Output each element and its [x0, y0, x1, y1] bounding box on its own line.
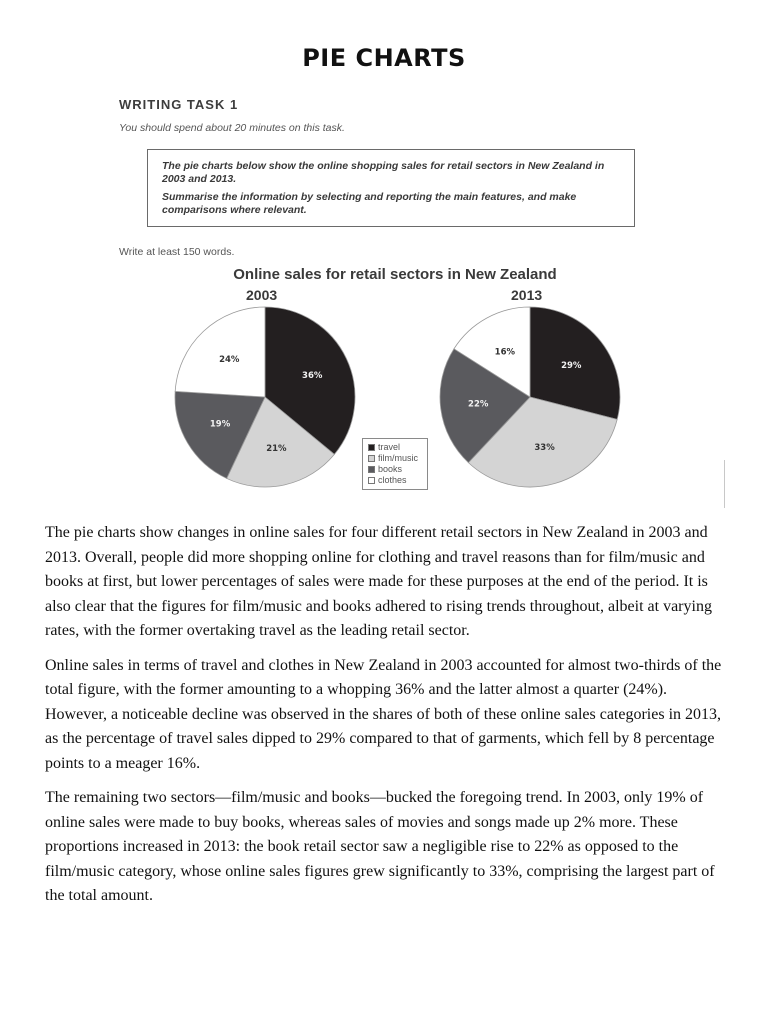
legend-swatch — [368, 466, 375, 473]
chart-title: Online sales for retail sectors in New Zealand — [233, 266, 557, 283]
pie-slice-label: 36% — [302, 370, 323, 381]
time-instruction: You should spend about 20 minutes on this task. — [119, 122, 345, 134]
page-title: PIE CHARTS — [302, 44, 466, 72]
essay-paragraph: Online sales in terms of travel and clothes in New Zealand in 2003 accounted for almost two-thirds of the total figure, with the former amounting to a whopping 36% and the latter almost a quarter (24%). However, a noticeable decline was observed in the shares of both of these online sales categories in 2013, as the percentage of travel sales dipped to 29% compared to that of garments, which fell by 8 percentage points to a meager 16%. — [45, 656, 722, 772]
legend-label: clothes — [378, 475, 407, 485]
pie-slice-label: 22% — [468, 399, 489, 410]
legend-item-travel — [368, 442, 427, 453]
pie-slice-label: 33% — [534, 443, 555, 454]
legend-swatch — [368, 477, 375, 484]
legend-label: travel — [378, 442, 401, 452]
pie-year-label-2013: 2013 — [511, 287, 543, 303]
essay-body — [45, 521, 725, 919]
pie-year-label-2003: 2003 — [246, 287, 278, 303]
pie-slice-label: 16% — [494, 347, 516, 358]
pie-slice-clothes — [175, 307, 265, 397]
prompt-line: The pie charts below show the online shopping sales for retail sectors in New Zealand in 2003 and 2013. — [162, 160, 605, 185]
essay-paragraph: The pie charts show changes in online sales for four different retail sectors in New Zealand in 2003 and 2013. Overall, people did more shopping online for clothing and travel reasons than for film/music and books at first, but lower percentages of sales were made for these purposes at the end of the period. It is also clear that the figures for film/music and books adhered to rising trends throughout, albeit at varying rates, with the former overtaking travel as the leading retail sector. — [45, 524, 712, 639]
prompt-line: Summarise the information by selecting and reporting the main features, and make comparisons where relevant. — [162, 191, 577, 216]
scan-edge-line — [724, 460, 725, 508]
task-scan-image — [100, 92, 660, 502]
legend-label: books — [378, 464, 403, 474]
legend-swatch — [368, 444, 375, 451]
chart-legend — [362, 438, 428, 490]
word-count-instruction: Write at least 150 words. — [119, 246, 235, 258]
legend-item-film-music — [368, 453, 427, 464]
legend-swatch — [368, 455, 375, 462]
legend-item-clothes — [368, 475, 427, 486]
pie-slice-label: 24% — [219, 354, 240, 365]
pie-slice-label: 19% — [209, 419, 231, 430]
legend-item-books — [368, 464, 427, 475]
task-heading: WRITING TASK 1 — [119, 97, 239, 112]
legend-label: film/music — [378, 453, 418, 463]
pie-slice-label: 29% — [561, 361, 582, 372]
pie-slice-label: 21% — [266, 443, 287, 454]
essay-paragraph: The remaining two sectors—film/music and books—bucked the foregoing trend. In 2003, only 19% of online sales were made to buy books, whereas sales of movies and songs made up 2% more. These proportions increased in 2013: the book retail sector saw a negligible rise to 22% as opposed to the film/music category, whose online sales figures grew significantly to 33%, comprising the largest part of the total amount. — [45, 789, 715, 904]
